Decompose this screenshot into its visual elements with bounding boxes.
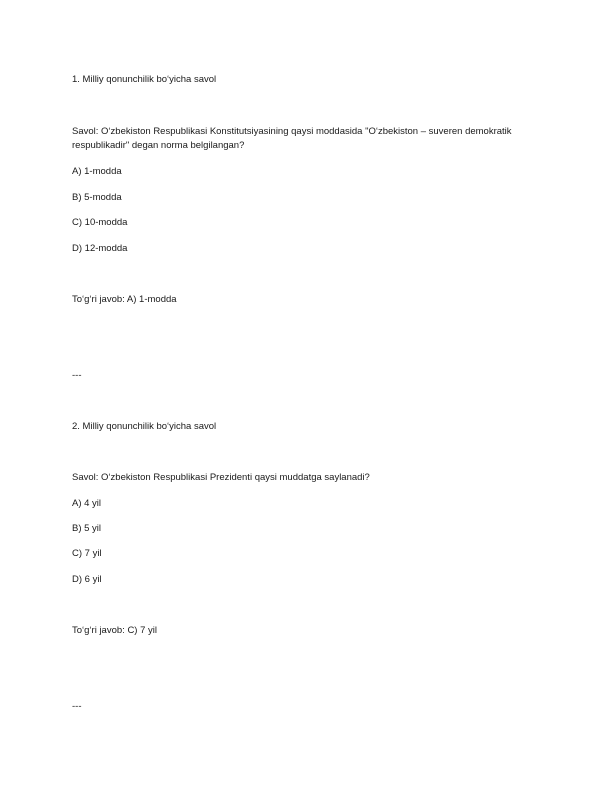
question-1-option-b: B) 5-modda (72, 192, 122, 203)
question-1-heading: 1. Milliy qonunchilik bo‘yicha savol (72, 74, 217, 85)
question-2-text-line-1: Savol: O‘zbekiston Respublikasi Prezidenti qaysi muddatga saylanadi? (72, 472, 370, 483)
question-2-option-a: A) 4 yil (72, 498, 102, 509)
question-2-answer: To‘g‘ri javob: C) 7 yil (72, 625, 157, 636)
question-1-text-line-1: Savol: O‘zbekiston Respublikasi Konstitutsiyasining qaysi moddasida "O‘zbekiston – suveren demokratik (72, 126, 512, 137)
question-1-option-a: A) 1-modda (72, 166, 122, 177)
question-1-answer: To‘g‘ri javob: A) 1-modda (72, 294, 177, 305)
question-2-option-b: B) 5 yil (72, 523, 102, 534)
question-1-text-line-2: respublikadir" degan norma belgilangan? (72, 140, 245, 151)
question-2-option-d: D) 6 yil (72, 574, 102, 585)
separator-1: --- (72, 370, 82, 381)
question-1-option-c: C) 10-modda (72, 217, 128, 228)
question-2-option-c: C) 7 yil (72, 548, 102, 559)
separator-2: --- (72, 701, 82, 712)
question-2-heading: 2. Milliy qonunchilik bo‘yicha savol (72, 421, 217, 432)
question-1-option-d: D) 12-modda (72, 243, 128, 254)
